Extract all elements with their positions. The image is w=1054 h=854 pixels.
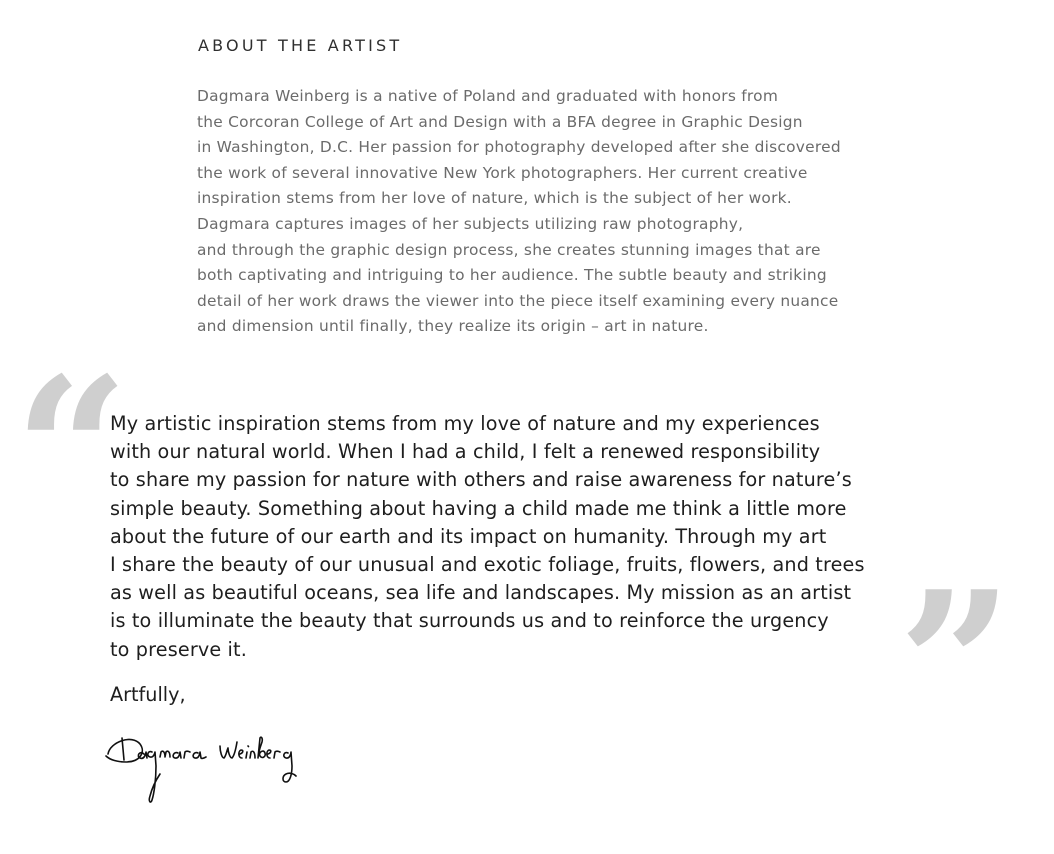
bio-line: Dagmara captures images of her subjects utilizing raw photography,	[197, 214, 744, 233]
bio-paragraph	[197, 84, 957, 340]
bio-line: Dagmara Weinberg is a native of Poland and graduated with honors from	[197, 87, 779, 105]
statement-line: about the future of our earth and its impact on humanity. Through my art	[110, 524, 827, 548]
bio-line: in Washington, D.C. Her passion for photography developed after she discovered	[197, 138, 841, 157]
statement-line: I share the beauty of our unusual and exotic foliage, fruits, flowers, and trees	[110, 553, 865, 577]
statement-line: My artistic inspiration stems from my love of nature and my experiences	[110, 412, 820, 435]
close-quote-mark: ”	[898, 548, 1014, 783]
statement-line: to preserve it.	[110, 637, 247, 661]
signature-image	[100, 730, 310, 810]
bio-line: inspiration stems from her love of nature, which is the subject of her work.	[197, 189, 792, 208]
closing-text: Artfully,	[110, 683, 186, 706]
open-quote-mark: “	[14, 334, 130, 569]
statement-line: simple beauty. Something about having a child made me think a little more	[110, 496, 847, 520]
statement-line: with our natural world. When I had a child, I felt a renewed responsibility	[110, 440, 821, 464]
bio-line: both captivating and intriguing to her audience. The subtle beauty and striking	[197, 266, 827, 285]
artist-statement	[110, 410, 970, 664]
bio-line: and through the graphic design process, she creates stunning images that are	[197, 240, 821, 259]
bio-line: the Corcoran College of Art and Design with a BFA degree in Graphic Design	[197, 112, 803, 131]
statement-line: is to illuminate the beauty that surrounds us and to reinforce the urgency	[110, 609, 829, 633]
about-heading: ABOUT THE ARTIST	[198, 36, 403, 55]
statement-line: to share my passion for nature with others and raise awareness for nature’s	[110, 468, 852, 492]
statement-line: as well as beautiful oceans, sea life and landscapes. My mission as an artist	[110, 581, 852, 605]
bio-line: and dimension until finally, they realize its origin – art in nature.	[197, 317, 709, 336]
bio-line: the work of several innovative New York photographers. Her current creative	[197, 163, 808, 182]
bio-line: detail of her work draws the viewer into the piece itself examining every nuance	[197, 291, 839, 310]
